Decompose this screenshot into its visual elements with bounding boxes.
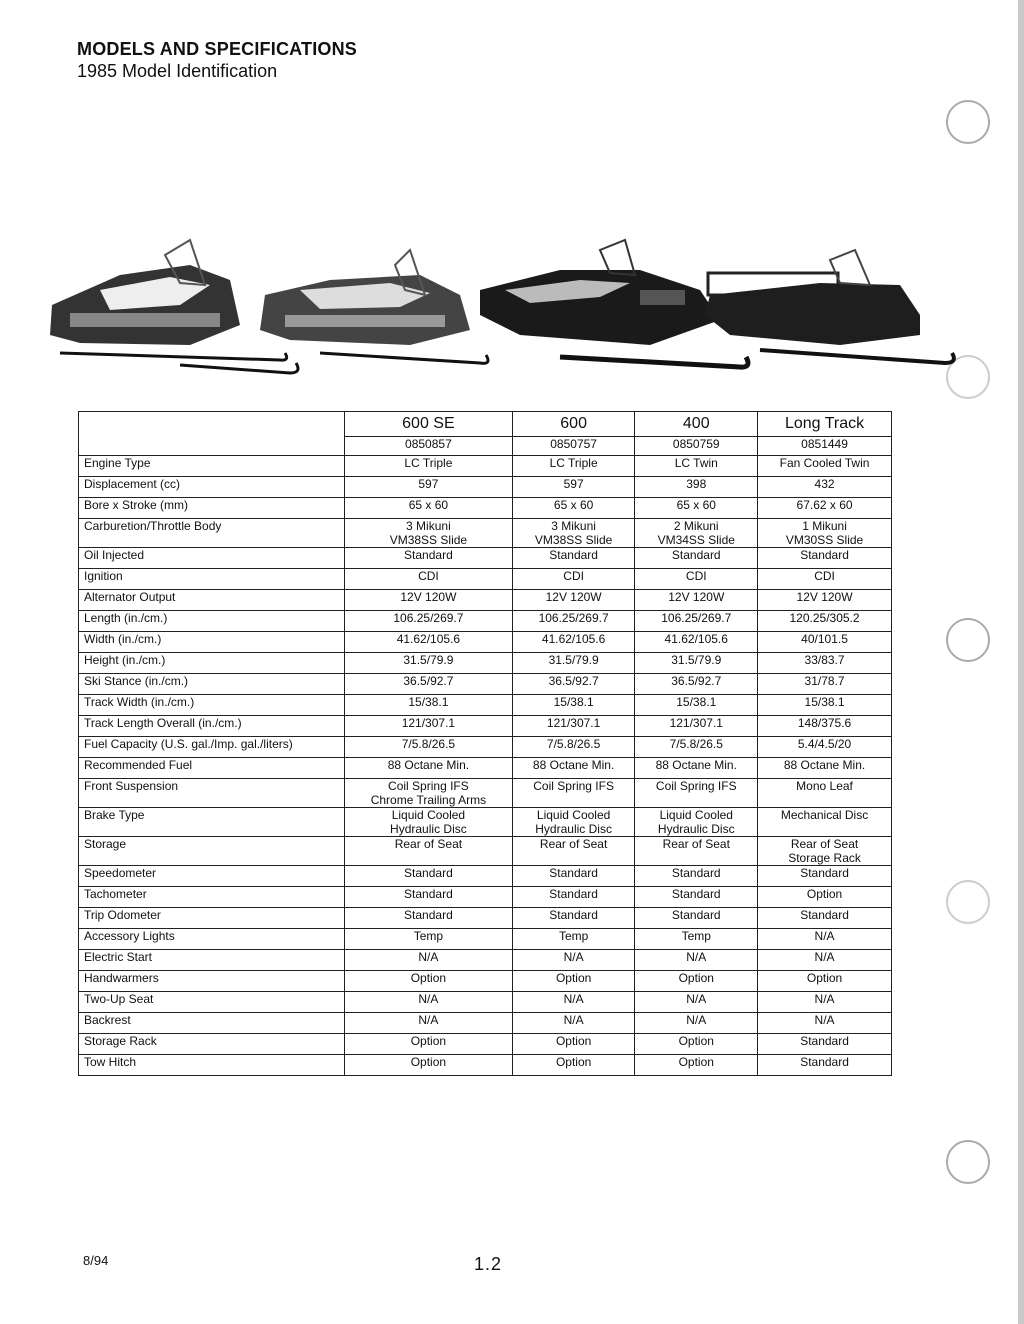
part-number: 0850857 [345,437,513,456]
spec-value: Standard [512,866,635,887]
spec-value: LC Triple [345,456,513,477]
spec-value: 5.4/4.5/20 [758,737,892,758]
part-number: 0851449 [758,437,892,456]
spec-label: Storage Rack [79,1034,345,1055]
spec-row [79,950,892,971]
spec-value: 12V 120W [345,590,513,611]
spec-label: Ski Stance (in./cm.) [79,674,345,695]
spec-value: N/A [758,992,892,1013]
spec-label: Fuel Capacity (U.S. gal./Imp. gal./liters) [79,737,345,758]
punch-hole-icon [946,618,990,662]
spec-value: Liquid Cooled Hydraulic Disc [635,808,758,837]
spec-label: Front Suspension [79,779,345,808]
spec-label: Displacement (cc) [79,477,345,498]
model-name: 400 [635,412,758,437]
spec-value: 31.5/79.9 [345,653,513,674]
snowmobile-lineup-icon [40,235,980,405]
spec-value: 41.62/105.6 [635,632,758,653]
spec-value: Option [345,971,513,992]
spec-label: Accessory Lights [79,929,345,950]
spec-value: 121/307.1 [512,716,635,737]
spec-label: Bore x Stroke (mm) [79,498,345,519]
page-number: 1.2 [474,1254,503,1274]
spec-value: CDI [345,569,513,590]
snowmobile-600-icon [260,250,488,363]
spec-value: 398 [635,477,758,498]
part-number: 0850757 [512,437,635,456]
spec-row [79,837,892,866]
spec-label: Length (in./cm.) [79,611,345,632]
spec-value: LC Triple [512,456,635,477]
spec-value: Standard [635,866,758,887]
spec-value: Standard [345,887,513,908]
spec-value: Standard [758,1055,892,1076]
spec-row [79,971,892,992]
spec-label: Width (in./cm.) [79,632,345,653]
spec-value: 106.25/269.7 [512,611,635,632]
spec-row [79,716,892,737]
spec-label: Track Length Overall (in./cm.) [79,716,345,737]
spec-row [79,992,892,1013]
spec-row [79,929,892,950]
spec-label: Backrest [79,1013,345,1034]
spec-value: Standard [512,887,635,908]
spec-value: Mono Leaf [758,779,892,808]
spec-value: Option [512,1034,635,1055]
spec-value: Option [512,1055,635,1076]
spec-value: Option [345,1034,513,1055]
spec-value: 1 Mikuni VM30SS Slide [758,519,892,548]
snowmobile-400-icon [480,240,748,367]
snowmobile-600se-icon [50,240,298,373]
spec-value: Standard [758,866,892,887]
spec-value: 88 Octane Min. [635,758,758,779]
spec-value: Standard [635,908,758,929]
spec-value: Rear of Seat [345,837,513,866]
spec-row [79,569,892,590]
spec-label: Carburetion/Throttle Body [79,519,345,548]
spec-label: Oil Injected [79,548,345,569]
spec-value: 106.25/269.7 [345,611,513,632]
part-number: 0850759 [635,437,758,456]
punch-hole-icon [946,1140,990,1184]
spec-label: Storage [79,837,345,866]
spec-value: Standard [635,887,758,908]
specifications-table [78,411,892,1076]
spec-value: Standard [758,908,892,929]
spec-value: Standard [635,548,758,569]
spec-value: Liquid Cooled Hydraulic Disc [512,808,635,837]
spec-value: 12V 120W [635,590,758,611]
spec-value: N/A [635,950,758,971]
spec-value: 3 Mikuni VM38SS Slide [345,519,513,548]
spec-row [79,519,892,548]
model-name: Long Track [758,412,892,437]
spec-value: 12V 120W [512,590,635,611]
spec-value: 12V 120W [758,590,892,611]
spec-value: 88 Octane Min. [758,758,892,779]
punch-hole-icon [946,880,990,924]
spec-value: N/A [345,1013,513,1034]
spec-label: Ignition [79,569,345,590]
spec-value: 15/38.1 [512,695,635,716]
spec-value: 65 x 60 [345,498,513,519]
spec-row [79,808,892,837]
spec-value: Option [345,1055,513,1076]
spec-value: Standard [758,548,892,569]
page-title: MODELS AND SPECIFICATIONS [77,39,358,59]
spec-value: Option [758,887,892,908]
spec-value: 67.62 x 60 [758,498,892,519]
spec-value: 148/375.6 [758,716,892,737]
spec-value: Option [635,1055,758,1076]
spec-value: Rear of Seat Storage Rack [758,837,892,866]
spec-value: 88 Octane Min. [512,758,635,779]
spec-value: 36.5/92.7 [345,674,513,695]
empty-corner-cell [79,412,345,456]
spec-value: 3 Mikuni VM38SS Slide [512,519,635,548]
spec-value: Rear of Seat [512,837,635,866]
spec-value: 31.5/79.9 [512,653,635,674]
spec-value: 7/5.8/26.5 [512,737,635,758]
snowmobile-long-track-icon [705,250,954,363]
spec-row [79,477,892,498]
spec-value: Option [758,971,892,992]
spec-value: 15/38.1 [345,695,513,716]
spec-value: 15/38.1 [758,695,892,716]
spec-value: LC Twin [635,456,758,477]
spec-value: Standard [758,1034,892,1055]
spec-value: Option [635,1034,758,1055]
spec-value: Standard [345,866,513,887]
spec-value: Liquid Cooled Hydraulic Disc [345,808,513,837]
spec-value: 88 Octane Min. [345,758,513,779]
page-subtitle: 1985 Model Identification [77,61,278,81]
spec-value: Standard [512,908,635,929]
spec-row [79,1034,892,1055]
spec-label: Recommended Fuel [79,758,345,779]
spec-value: N/A [635,992,758,1013]
spec-value: Standard [345,548,513,569]
spec-value: 40/101.5 [758,632,892,653]
spec-row [79,1013,892,1034]
spec-value: 65 x 60 [512,498,635,519]
spec-row [79,456,892,477]
spec-value: Option [512,971,635,992]
spec-value: N/A [758,950,892,971]
spec-value: CDI [635,569,758,590]
spec-value: Coil Spring IFS [512,779,635,808]
page-edge [1018,0,1024,1324]
spec-label: Electric Start [79,950,345,971]
spec-label: Tow Hitch [79,1055,345,1076]
spec-value: N/A [758,1013,892,1034]
spec-value: 120.25/305.2 [758,611,892,632]
spec-row [79,548,892,569]
spec-value: N/A [512,1013,635,1034]
page-header [77,38,357,82]
spec-row [79,611,892,632]
spec-value: 106.25/269.7 [635,611,758,632]
spec-value: Option [635,971,758,992]
spec-value: N/A [512,950,635,971]
spec-row [79,1055,892,1076]
spec-row [79,653,892,674]
spec-value: Rear of Seat [635,837,758,866]
spec-value: Standard [345,908,513,929]
spec-value: CDI [758,569,892,590]
spec-row [79,908,892,929]
spec-value: 36.5/92.7 [512,674,635,695]
spec-row [79,498,892,519]
spec-row [79,866,892,887]
spec-label: Two-Up Seat [79,992,345,1013]
spec-value: 65 x 60 [635,498,758,519]
spec-value: Temp [512,929,635,950]
spec-value: 597 [345,477,513,498]
spec-row [79,695,892,716]
spec-value: N/A [512,992,635,1013]
spec-value: Temp [635,929,758,950]
spec-value: Standard [512,548,635,569]
spec-value: CDI [512,569,635,590]
spec-value: N/A [635,1013,758,1034]
spec-value: 7/5.8/26.5 [345,737,513,758]
spec-value: Temp [345,929,513,950]
spec-value: 597 [512,477,635,498]
revision-date: 8/94 [83,1253,109,1268]
spec-value: Coil Spring IFS [635,779,758,808]
spec-row [79,590,892,611]
spec-label: Height (in./cm.) [79,653,345,674]
spec-value: 33/83.7 [758,653,892,674]
spec-value: 41.62/105.6 [345,632,513,653]
model-name: 600 SE [345,412,513,437]
spec-value: 36.5/92.7 [635,674,758,695]
spec-label: Handwarmers [79,971,345,992]
spec-value: 2 Mikuni VM34SS Slide [635,519,758,548]
spec-row [79,758,892,779]
spec-value: N/A [758,929,892,950]
spec-value: Mechanical Disc [758,808,892,837]
spec-row [79,632,892,653]
spec-value: N/A [345,950,513,971]
spec-label: Alternator Output [79,590,345,611]
spec-value: Fan Cooled Twin [758,456,892,477]
spec-label: Track Width (in./cm.) [79,695,345,716]
spec-value: 121/307.1 [635,716,758,737]
spec-row [79,887,892,908]
spec-row [79,674,892,695]
spec-label: Trip Odometer [79,908,345,929]
spec-row [79,779,892,808]
spec-value: 7/5.8/26.5 [635,737,758,758]
spec-label: Brake Type [79,808,345,837]
spec-value: 15/38.1 [635,695,758,716]
spec-value: 121/307.1 [345,716,513,737]
spec-value: 41.62/105.6 [512,632,635,653]
punch-hole-icon [946,100,990,144]
spec-value: Coil Spring IFS Chrome Trailing Arms [345,779,513,808]
spec-label: Tachometer [79,887,345,908]
spec-value: 31.5/79.9 [635,653,758,674]
model-name: 600 [512,412,635,437]
model-header-row [79,412,892,437]
spec-value: N/A [345,992,513,1013]
spec-label: Engine Type [79,456,345,477]
spec-value: 31/78.7 [758,674,892,695]
spec-label: Speedometer [79,866,345,887]
spec-value: 432 [758,477,892,498]
spec-row [79,737,892,758]
